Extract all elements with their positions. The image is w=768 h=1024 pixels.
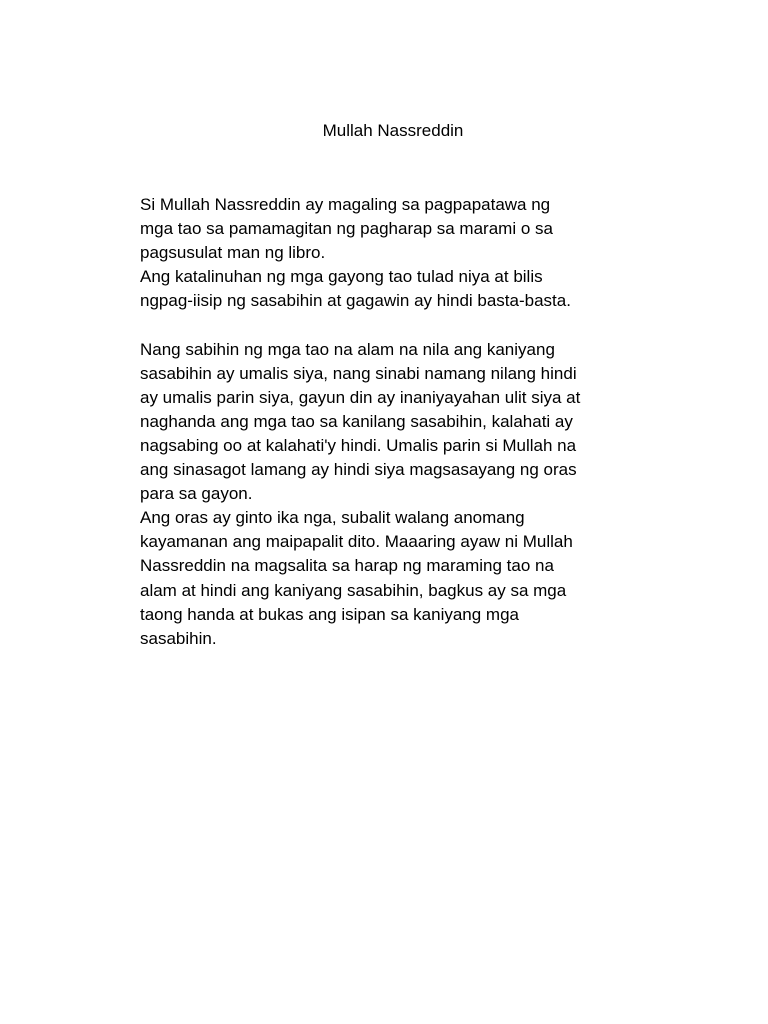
text-line: sasabihin ay umalis siya, nang sinabi namang nilang hindi <box>140 363 577 383</box>
document-title: Mullah Nassreddin <box>322 121 464 140</box>
text-line: mga tao sa pamamagitan ng pagharap sa marami o sa <box>140 219 553 239</box>
text-line: ngpag-iisip ng sasabihin at gagawin ay hindi basta-basta. <box>140 291 571 311</box>
text-line: ang sinasagot lamang ay hindi siya magsasayang ng oras <box>140 460 577 480</box>
text-line: kayamanan ang maipapalit dito. Maaaring ayaw ni Mullah <box>140 532 573 552</box>
text-line: Nang sabihin ng mga tao na alam na nila ang kaniyang <box>140 339 555 359</box>
text-line: Ang oras ay ginto ika nga, subalit walang anomang <box>140 508 525 528</box>
paragraph-1 <box>140 193 740 265</box>
paragraph-gap <box>140 313 740 337</box>
text-line: sasabihin. <box>140 628 217 648</box>
text-line: alam at hindi ang kaniyang sasabihin, bagkus ay sa mga <box>140 580 567 600</box>
text-line: naghanda ang mga tao sa kanilang sasabihin, kalahati ay <box>140 411 573 431</box>
text-line: para sa gayon. <box>140 484 253 504</box>
text-line: taong handa at bukas ang isipan sa kaniyang mga <box>140 604 519 624</box>
paragraph-4 <box>140 506 740 651</box>
text-line: pagsusulat man ng libro. <box>140 243 326 263</box>
text-line: Si Mullah Nassreddin ay magaling sa pagpapatawa ng <box>140 195 551 214</box>
paragraph-3 <box>140 338 740 507</box>
text-line: Ang katalinuhan ng mga gayong tao tulad niya at bilis <box>140 267 543 287</box>
document-body <box>140 193 740 651</box>
text-line: nagsabing oo at kalahati'y hindi. Umalis parin si Mullah na <box>140 435 577 455</box>
text-line: Nassreddin na magsalita sa harap ng maraming tao na <box>140 556 554 576</box>
text-line: ay umalis parin siya, gayun din ay inaniyayahan ulit siya at <box>140 387 581 407</box>
paragraph-2 <box>140 265 740 313</box>
